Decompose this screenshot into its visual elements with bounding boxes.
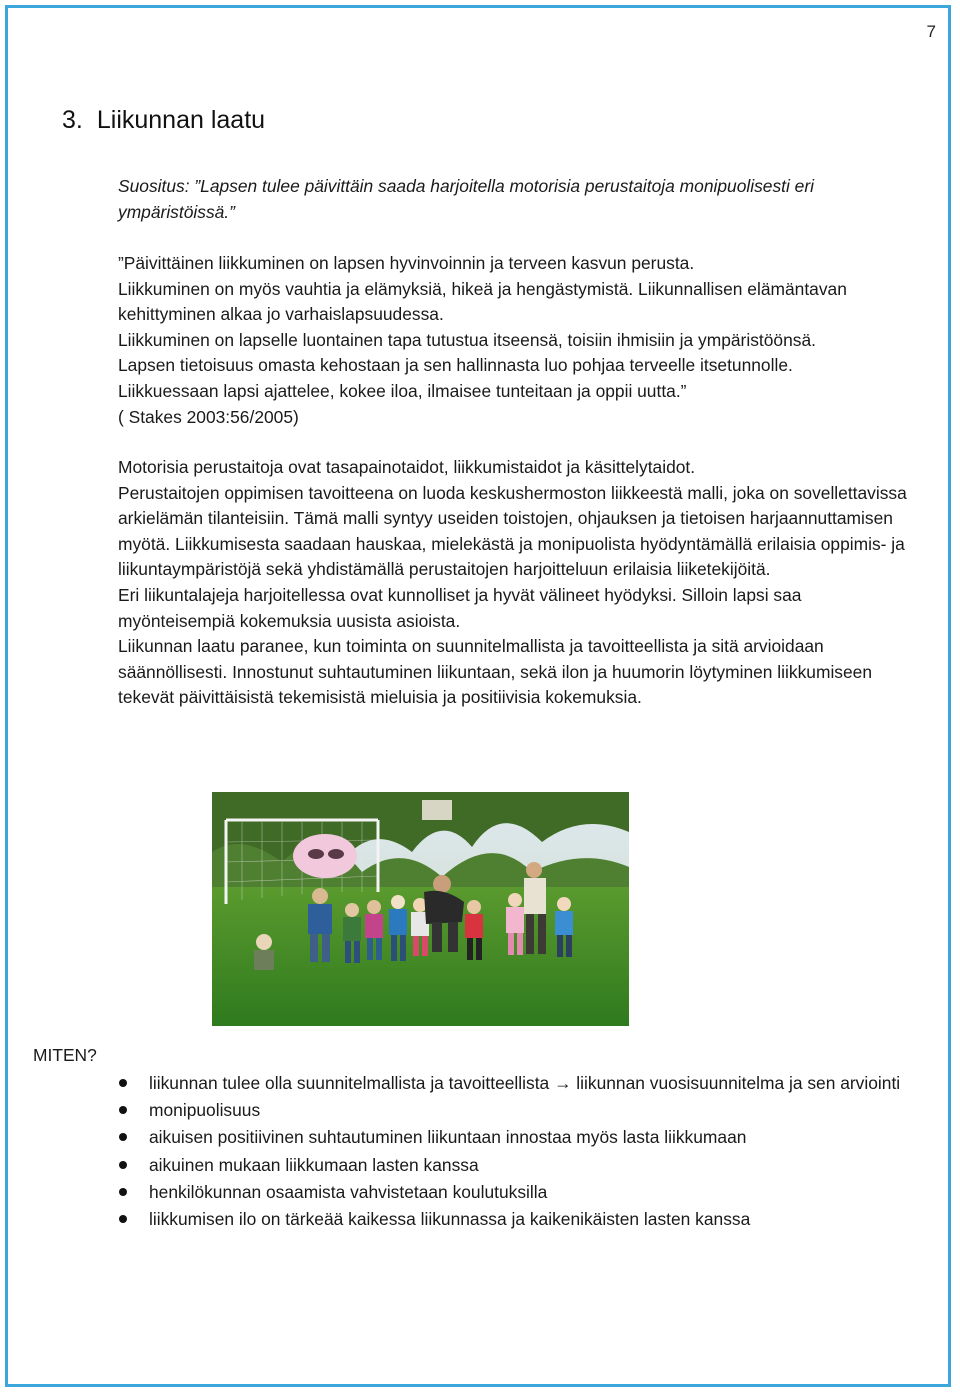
section-title: Liikunnan laatu: [96, 106, 266, 134]
section-heading: [62, 106, 265, 135]
bullet-icon: [119, 1188, 127, 1196]
bullet-list: [118, 1070, 928, 1233]
list-item: monipuolisuus: [118, 1097, 928, 1123]
bullet-icon: [119, 1106, 127, 1114]
list-item: henkilökunnan osaamista vahvistetaan koulutuksilla: [118, 1179, 928, 1205]
quote-line: Liikkuminen on myös vauhtia ja elämyksiä, hikeä ja hengästymistä. Liikunnallisen elämäntavan kehittyminen alkaa jo varhaislapsuudessa.: [118, 278, 847, 325]
children-playing-photo: [212, 792, 629, 1026]
recommendation: [118, 174, 918, 225]
body-paragraph: Eri liikuntalajeja harjoitellessa ovat kunnolliset ja hyvät välineet hyödyksi. Silloin lapsi saa myönteisempiä kokemuksia uusista asioista.: [118, 584, 802, 631]
list-item: liikkumisen ilo on tärkeää kaikessa liikunnassa ja kaikenikäisten lasten kanssa: [118, 1206, 928, 1232]
list-item: aikuinen mukaan liikkumaan lasten kanssa: [118, 1152, 928, 1178]
quote-citation: ( Stakes 2003:56/2005): [118, 406, 299, 427]
quote-line: ”Päivittäinen liikkuminen on lapsen hyvinvoinnin ja terveen kasvun perusta.: [118, 253, 695, 273]
section-number: 3.: [62, 106, 83, 134]
body-text: [118, 455, 918, 711]
bullet-icon: [119, 1215, 127, 1223]
quote-line: Lapsen tietoisuus omasta kehostaan ja sen hallinnasta luo pohjaa terveelle itsetunnolle.: [118, 355, 793, 376]
bullet-icon: [119, 1079, 127, 1087]
quote-line: Liikkuessaan lapsi ajattelee, kokee iloa, ilmaisee tunteitaan ja oppii uutta.”: [118, 380, 687, 401]
list-item: liikunnan tulee olla suunnitelmallista ja tavoitteellista → liikunnan vuosisuunnitelma ja sen arviointi: [118, 1070, 928, 1096]
quote-line: Liikkuminen on lapselle luontainen tapa tutustua itseensä, toisiin ihmisiin ja ympäristöönsä.: [118, 329, 816, 350]
recommendation-text: Suositus: ”Lapsen tulee päivittäin saada harjoitella motorisia perustaitoja monipuolisesti eri ympäristöissä.”: [118, 176, 815, 222]
body-paragraph: Liikunnan laatu paranee, kun toiminta on suunnitelmallista ja tavoitteellista ja sitä arvioidaan säännöllisesti. Innostunut suhtautuminen liikuntaan, sekä ilon ja huumorin löytyminen liikkumiseen tekevät päivittäisistä tekemisistä mieluisia ja positiivisia kokemuksia.: [118, 636, 873, 708]
photo-illustration: [212, 792, 629, 1026]
bullet-icon: [119, 1161, 127, 1169]
list-item: aikuisen positiivinen suhtautuminen liikuntaan innostaa myös lasta liikkumaan: [118, 1124, 928, 1150]
quote-block: [118, 251, 918, 430]
page-number: 7: [926, 22, 936, 41]
bullet-icon: [119, 1133, 127, 1141]
arrow-right-icon: →: [554, 1073, 572, 1093]
body-paragraph: Motorisia perustaitoja ovat tasapainotaidot, liikkumistaidot ja käsittelytaidot.: [118, 457, 696, 477]
body-paragraph: Perustaitojen oppimisen tavoitteena on luoda keskushermoston liikkeestä malli, joka on sovellettavissa arkielämän tilanteisiin. Tämä malli syntyy useiden toistojen, ohjauksen ja tietoisen harjaannuttamisen myötä. Liikkumisesta saadaan hauskaa, mielekästä ja monipuolista hyödyntämällä erilaisia oppimis- ja liikuntaympäristöjä sekä yhdistämällä perustaitojen harjoitteluun erilaisia liiketekijöitä.: [118, 482, 907, 580]
miten-label: MITEN?: [33, 1045, 97, 1065]
